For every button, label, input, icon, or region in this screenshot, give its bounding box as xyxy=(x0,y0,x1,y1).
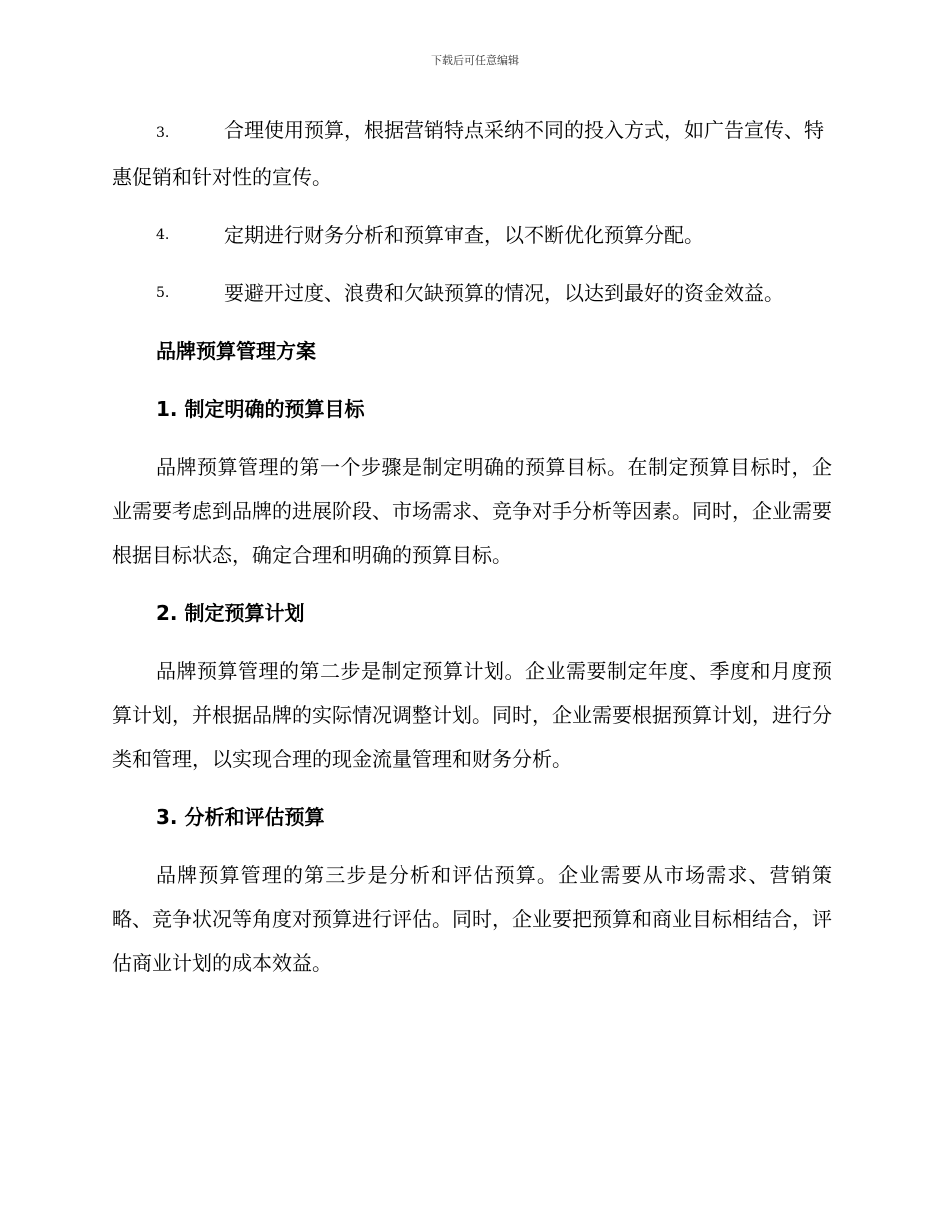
section-paragraph: 品牌预算管理的第二步是制定预算计划。企业需要制定年度、季度和月度预算计划，并根据品牌的实际情况调整计划。同时，企业需要根据预算计划，进行分类和管理，以实现合理的现金流量管理和财务分析。 xyxy=(112,659,832,771)
section-heading: 2. 制定预算计划 xyxy=(156,601,305,625)
section-paragraph: 品牌预算管理的第一个步骤是制定明确的预算目标。在制定预算目标时，企业需要考虑到品牌的进展阶段、市场需求、竞争对手分析等因素。同时，企业需要根据目标状态，确定合理和明确的预算目标。 xyxy=(112,455,832,567)
list-item-number: 3. xyxy=(156,125,170,141)
list-item-number: 4. xyxy=(156,227,170,243)
list-item xyxy=(112,213,832,257)
list-item xyxy=(112,271,832,315)
list-item-number: 5. xyxy=(156,285,170,301)
section-heading: 1. 制定明确的预算目标 xyxy=(156,397,365,421)
list-item-text: 合理使用预算，根据营销特点采纳不同的投入方式，如广告宣传、特惠促销和针对性的宣传。 xyxy=(112,118,824,189)
section-title: 品牌预算管理方案 xyxy=(156,339,316,363)
section-heading: 3. 分析和评估预算 xyxy=(156,805,325,829)
list-item-text: 要避开过度、浪费和欠缺预算的情况，以达到最好的资金效益。 xyxy=(224,281,784,305)
section-paragraph: 品牌预算管理的第三步是分析和评估预算。企业需要从市场需求、营销策略、竞争状况等角度对预算进行评估。同时，企业要把预算和商业目标相结合，评估商业计划的成本效益。 xyxy=(112,863,832,975)
list-item xyxy=(112,108,832,199)
list-item-text: 定期进行财务分析和预算审查，以不断优化预算分配。 xyxy=(224,223,704,247)
header-note: 下载后可任意编辑 xyxy=(431,54,519,67)
document-content xyxy=(112,108,832,999)
